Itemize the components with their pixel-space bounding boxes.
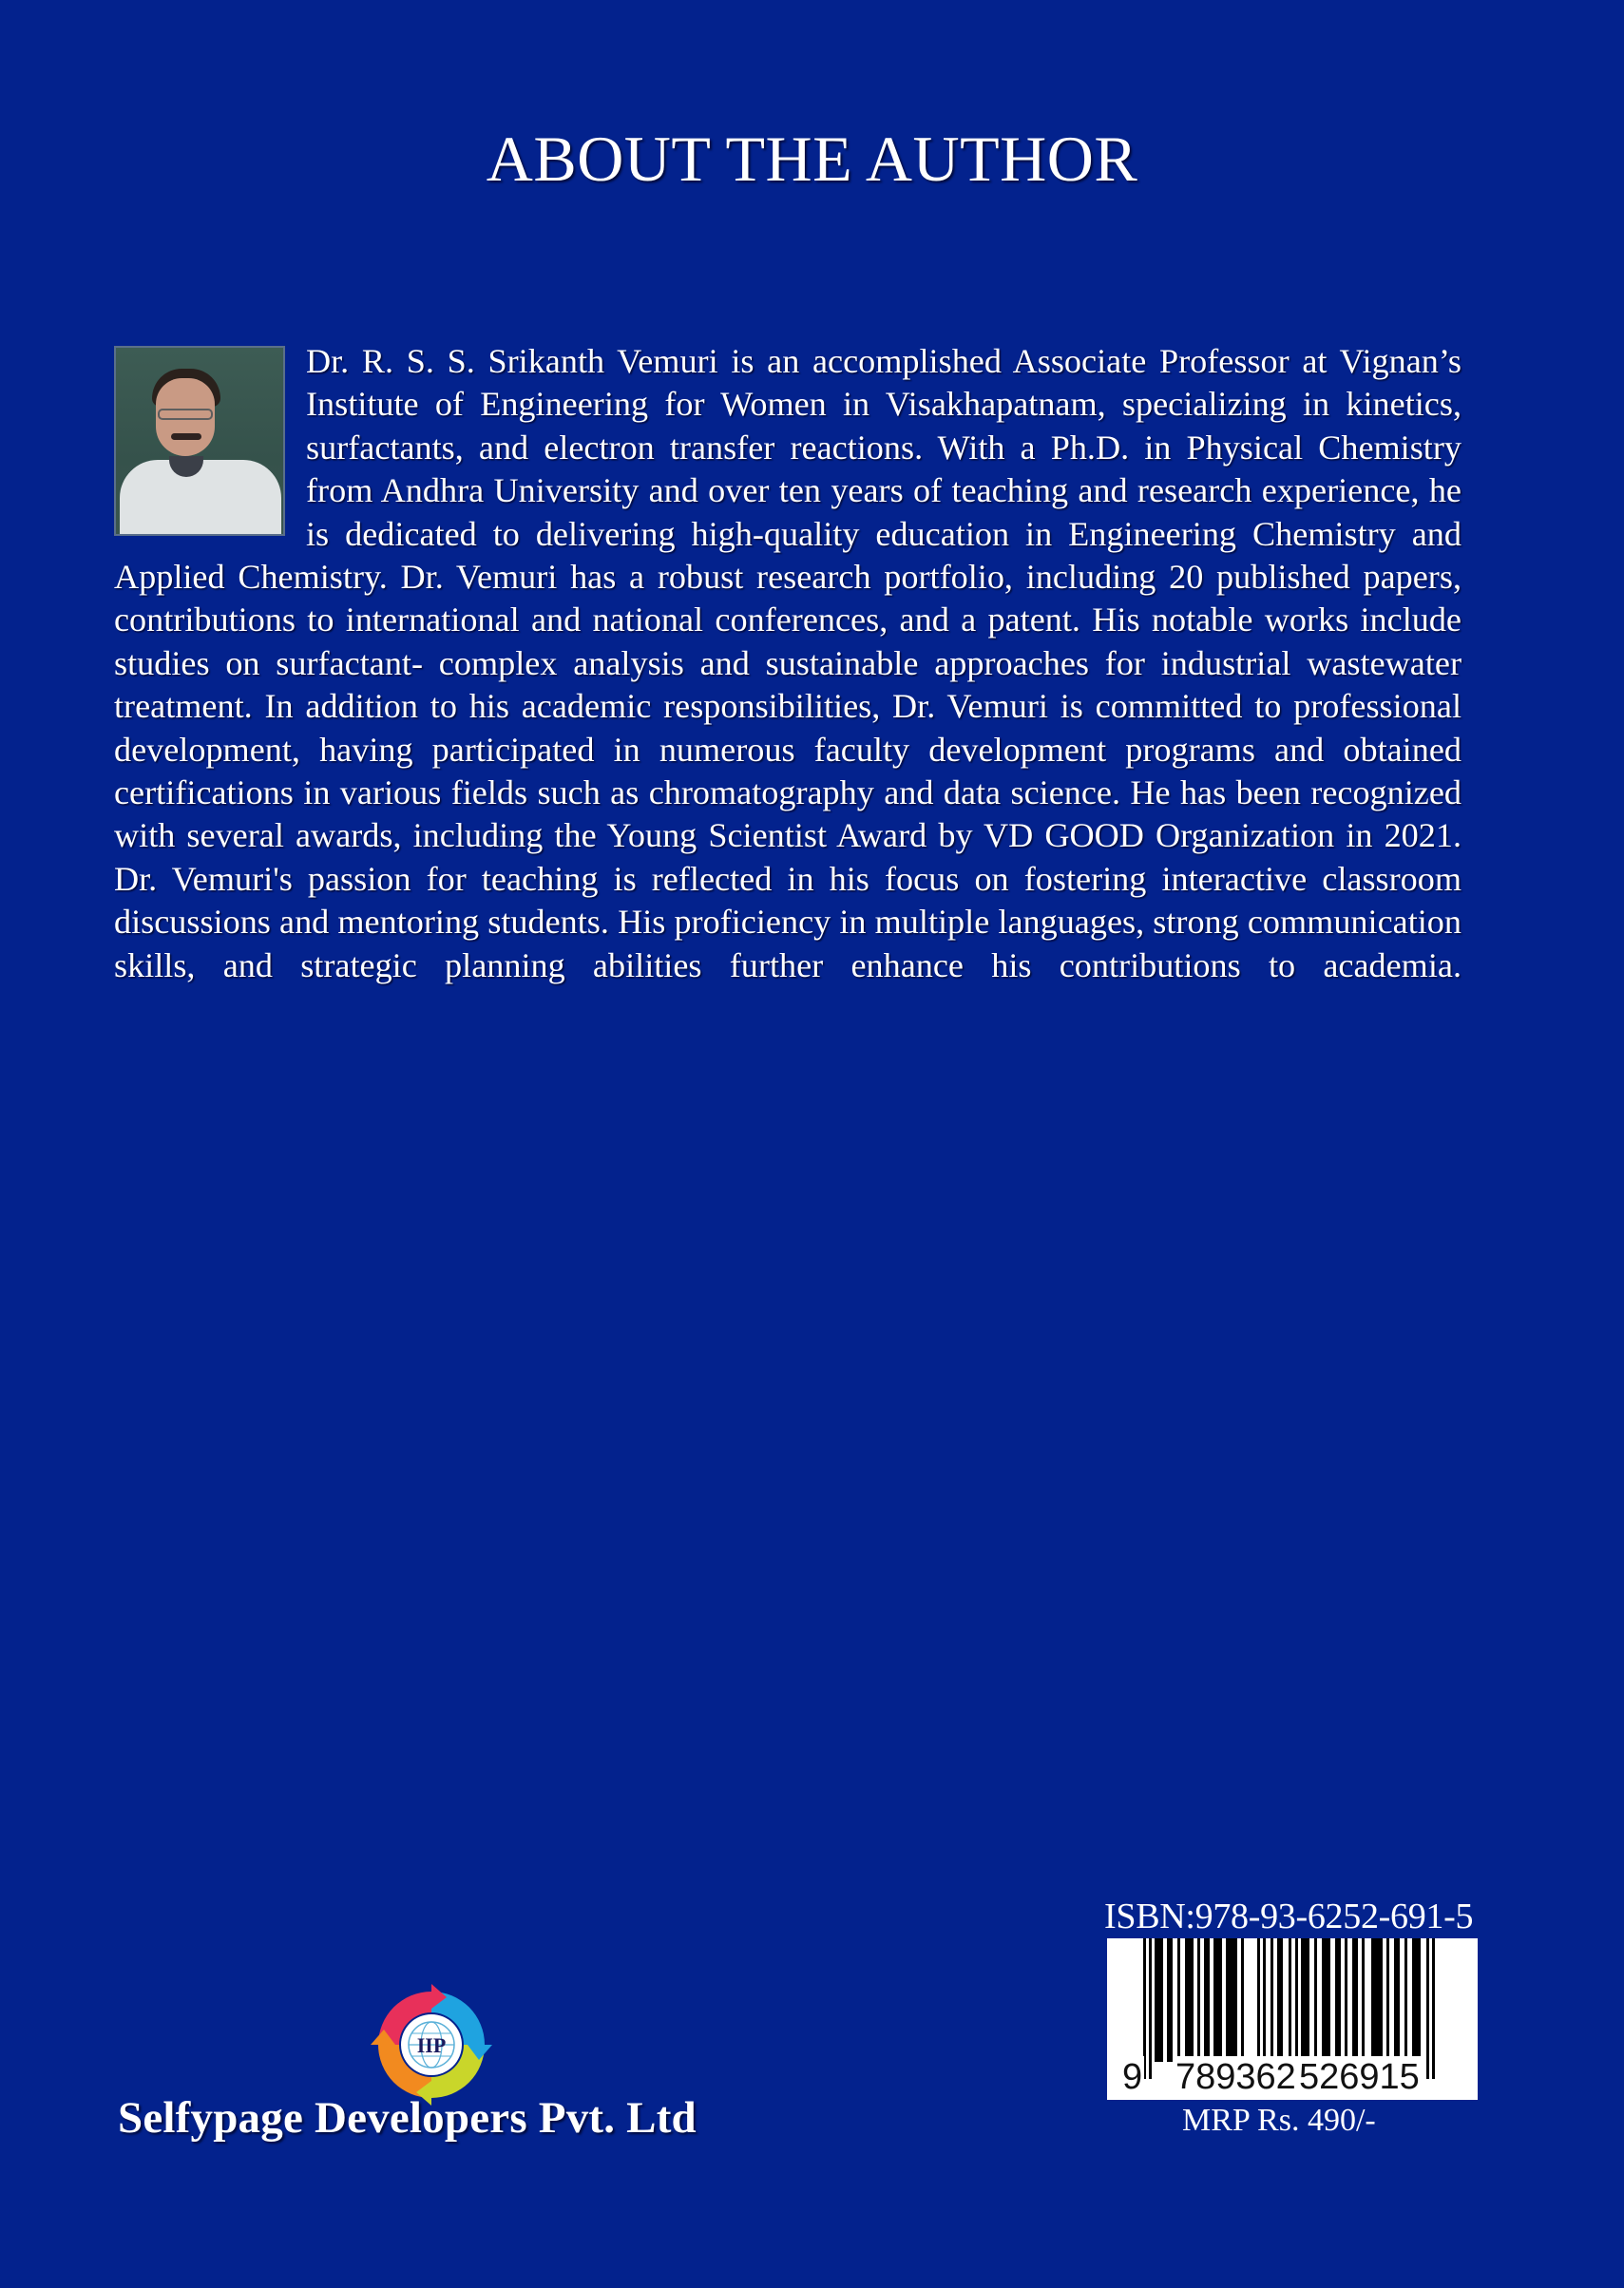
barcode-digits <box>1107 2056 1478 2098</box>
barcode-digit-group-1: 789362 <box>1175 2057 1296 2097</box>
author-photo <box>114 346 285 536</box>
barcode-digit-group-2: 526915 <box>1299 2057 1420 2097</box>
page-title: ABOUT THE AUTHOR <box>486 123 1138 195</box>
author-bio-section <box>114 340 1462 987</box>
photo-shirt <box>120 460 281 536</box>
publisher-logo-icon <box>371 1984 492 2106</box>
photo-mustache <box>171 433 201 440</box>
author-bio-text: Dr. R. S. S. Srikanth Vemuri is an accomplished Associate Professor at Vignan’s Institute of Engineering for Women in Visakhapatnam, specializing in kinetics, surfactants, and electron transfer reactions. With a Ph.D. in Physical Chemistry from Andhra University and over ten years of teaching and research experience, he is dedicated to delivering high-quality education in Engineering Chemistry and Applied Chemistry. Dr. Vemuri has a robust research portfolio, including 20 published papers, contributions to international and national conferences, and a patent. His notable works include studies on surfactant- complex analysis and sustainable approaches for industrial wastewater treatment. In addition to his academic responsibilities, Dr. Vemuri is committed to professional development, having participated in numerous faculty development programs and obtained certifications in various fields such as chromatography and data science. He has been recognized with several awards, including the Young Scientist Award by VD GOOD Organization in 2021. Dr. Vemuri's passion for teaching is reflected in his focus on fostering interactive classroom discussions and mentoring students. His proficiency in multiple languages, strong communication skills, and strategic planning abilities further enhance his contributions to academia. <box>114 342 1462 984</box>
publisher-name: Selfypage Developers Pvt. Ltd <box>118 2093 697 2143</box>
photo-glasses <box>158 409 213 420</box>
barcode-lead-digit: 9 <box>1122 2057 1143 2097</box>
isbn-label: ISBN:978-93-6252-691-5 <box>1104 1897 1474 1936</box>
isbn-barcode <box>1107 1938 1478 2100</box>
logo-text: IIP <box>416 2033 447 2057</box>
mrp-price: MRP Rs. 490/- <box>1182 2103 1376 2138</box>
